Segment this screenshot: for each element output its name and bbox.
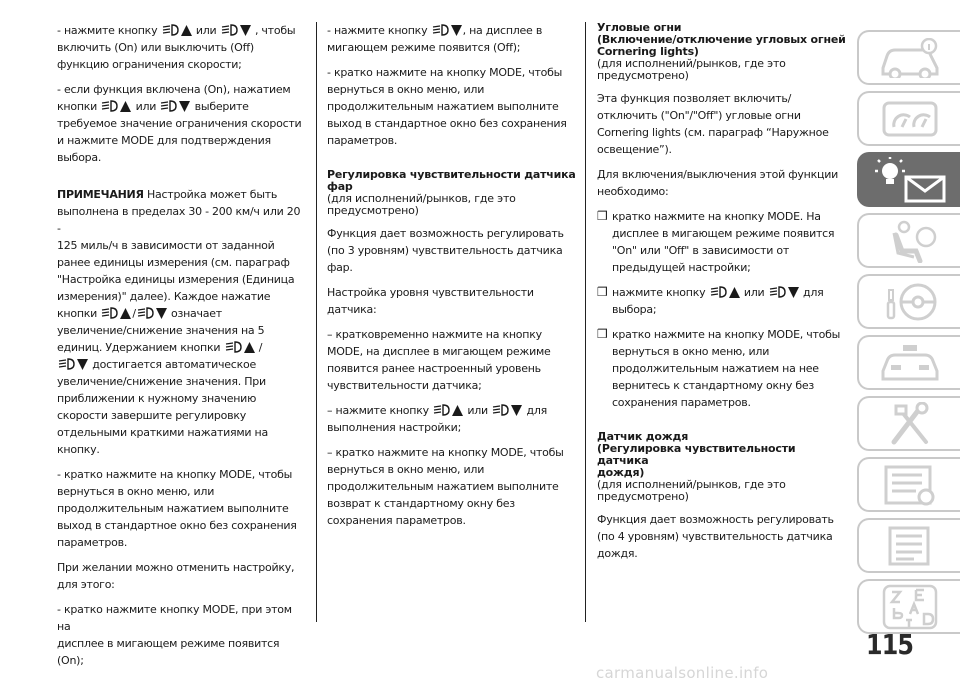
- text: , чтобы: [254, 24, 296, 37]
- text: При желании можно отменить настройку,: [57, 561, 295, 574]
- tab-dashboard[interactable]: [857, 91, 960, 146]
- text: скорости завершите регулировку: [57, 409, 247, 422]
- triangle-up-icon: [120, 308, 131, 319]
- paragraph: [327, 444, 577, 529]
- column-divider: [585, 22, 586, 622]
- paragraph: [327, 284, 577, 318]
- column-1: [57, 22, 307, 677]
- tab-index[interactable]: [857, 518, 960, 573]
- text: выход в стандартное окно без сохранения: [57, 519, 297, 532]
- text: возврат к стандартному окну без: [327, 497, 515, 510]
- bullet-item: [597, 284, 847, 318]
- text: предусмотрено): [597, 490, 689, 503]
- technical-data-icon: [880, 463, 940, 507]
- text: отключить ("On"/"Off") угловые огни: [597, 109, 801, 122]
- section-heading: [327, 169, 577, 193]
- light-button-icon: [769, 286, 786, 298]
- bullet-item: [597, 208, 847, 276]
- text: – нажмите кнопку: [327, 404, 429, 417]
- light-button-icon: [160, 100, 177, 112]
- text: (по 4 уровням) чувствительность датчика: [597, 530, 833, 543]
- text: Угловые огни: [597, 21, 682, 34]
- light-button-icon: [221, 24, 238, 36]
- text: - кратко нажмите на кнопку MODE, чтобы: [57, 468, 293, 481]
- light-button-icon: [58, 358, 75, 370]
- column-divider: [316, 22, 317, 622]
- text: выполнения настройки;: [327, 421, 462, 434]
- text: увеличение/снижение значения. При: [57, 375, 266, 388]
- text: или: [135, 100, 157, 113]
- bullet-text: [612, 284, 847, 318]
- text: для: [802, 286, 824, 299]
- light-button-icon: [137, 307, 154, 319]
- text: чувствительности датчика;: [327, 379, 482, 392]
- triangle-up-icon: [120, 101, 131, 112]
- text: Для включения/выключения этой функции: [597, 168, 839, 181]
- text: или: [467, 404, 488, 417]
- light-button-icon: [162, 24, 179, 36]
- triangle-up-icon: [181, 25, 192, 36]
- light-button-icon: [432, 24, 449, 36]
- index-icon: [880, 524, 940, 568]
- text: – кратковременно нажмите на кнопку: [327, 328, 542, 341]
- triangle-up-icon: [452, 405, 463, 416]
- text: увеличение/снижение значения на 5: [57, 324, 265, 337]
- text: (Включение/отключение угловых огней: [597, 33, 846, 46]
- text: мигающем режиме появится (Off);: [327, 41, 521, 54]
- text: /: [258, 341, 263, 354]
- light-button-icon: [101, 100, 118, 112]
- paragraph: [57, 466, 307, 551]
- paragraph: [597, 90, 847, 158]
- text: вернитесь к стандартному окну без: [612, 379, 814, 392]
- paragraph: [597, 166, 847, 200]
- text: (по 3 уровням) чувствительность датчика: [327, 244, 563, 257]
- text: , на дисплее в: [462, 24, 543, 37]
- light-button-icon: [101, 307, 118, 319]
- triangle-down-icon: [451, 25, 462, 36]
- text: "Настройка единицы измерения (Единица: [57, 273, 295, 286]
- text: дождя.: [597, 547, 638, 560]
- text: кнопки: [57, 100, 98, 113]
- bullet-text: [612, 326, 847, 411]
- text: выберите: [194, 100, 249, 113]
- text: выполнена в пределах 30 - 200 км/ч или 20 -: [57, 205, 301, 235]
- text: дисплее в мигающем режиме появится: [57, 637, 280, 650]
- text: вернуться в окно меню, или: [327, 83, 485, 96]
- text: (для исполнений/рынков, где это: [327, 192, 516, 205]
- text: - кратко нажмите на кнопку MODE, чтобы: [327, 66, 563, 79]
- text: продолжительным нажатием на нее: [612, 362, 819, 375]
- paragraph: [327, 22, 577, 56]
- text: предусмотрено): [597, 69, 689, 82]
- triangle-down-icon: [788, 287, 799, 298]
- text: сохранения параметров.: [612, 396, 751, 409]
- text: Настройка уровня чувствительности: [327, 286, 534, 299]
- text: предыдущей настройки;: [612, 261, 751, 274]
- text: Cornering lights (см. параграф “Наружное: [597, 126, 829, 139]
- triangle-down-icon: [240, 25, 251, 36]
- text: измерения)" далее). Каждое нажатие: [57, 290, 271, 303]
- triangle-down-icon: [511, 405, 522, 416]
- text: продолжительным нажатием выполните: [57, 502, 289, 515]
- section-heading: [597, 431, 847, 479]
- bullet-text: [612, 208, 847, 276]
- paragraph: [327, 225, 577, 276]
- text: дисплее в мигающем режиме появится: [612, 227, 835, 240]
- text: (Регулировка чувствительности датчика: [597, 442, 796, 467]
- paragraph: [57, 22, 307, 73]
- alphabetical-index-icon: [880, 584, 940, 630]
- triangle-down-icon: [156, 308, 167, 319]
- paragraph: [57, 559, 307, 593]
- tab-emergency[interactable]: [857, 335, 960, 390]
- paragraph: [327, 326, 577, 394]
- light-warning-icon: [870, 157, 950, 203]
- column-2: [327, 22, 577, 537]
- text: кратко нажмите на кнопку MODE. На: [612, 210, 821, 223]
- text: 125 миль/ч в зависимости от заданной: [57, 239, 275, 252]
- text: единиц. Удержанием кнопки: [57, 341, 221, 354]
- text: или: [743, 286, 765, 299]
- text: функцию ограничения скорости;: [57, 58, 242, 71]
- paragraph: [597, 511, 847, 562]
- car-info-icon: [877, 38, 943, 78]
- text: фар.: [327, 261, 353, 274]
- light-button-icon: [492, 404, 509, 416]
- text: - если функция включена (On), нажатием: [57, 83, 291, 96]
- text: - нажмите кнопку: [57, 24, 158, 37]
- text: фар: [327, 180, 353, 193]
- column-3: [597, 22, 847, 570]
- triangle-up-icon: [729, 287, 740, 298]
- text: продолжительным нажатием выполните: [327, 100, 559, 113]
- triangle-down-icon: [77, 359, 88, 370]
- triangle-up-icon: [244, 342, 255, 353]
- text: сохранения параметров.: [327, 514, 466, 527]
- text: MODE, на дисплее в мигающем режиме: [327, 345, 551, 358]
- text: Регулировка чувствительности датчика: [327, 168, 576, 181]
- text: кратко нажмите на кнопку MODE, чтобы: [612, 328, 841, 341]
- text: - нажмите кнопку: [327, 24, 428, 37]
- text: – кратко нажмите на кнопку MODE, чтобы: [327, 446, 564, 459]
- bullet-item: [597, 326, 847, 411]
- tab-driving[interactable]: [857, 274, 960, 329]
- bullet-box-icon: ❒: [597, 209, 608, 223]
- text: освещение”).: [597, 143, 672, 156]
- light-button-icon: [433, 404, 450, 416]
- text: кнопку.: [57, 443, 100, 456]
- bullet-box-icon: ❒: [597, 285, 608, 299]
- paragraph: [57, 81, 307, 166]
- text: Cornering lights): [597, 45, 699, 58]
- text: необходимо:: [597, 185, 669, 198]
- text: выход в стандартное окно без сохранения: [327, 117, 567, 130]
- text: требуемое значение ограничения скорости: [57, 117, 302, 130]
- text: означает: [171, 307, 222, 320]
- text: приближении к нужному значению: [57, 392, 257, 405]
- paragraph: [327, 64, 577, 149]
- tab-car-info[interactable]: [857, 30, 960, 85]
- car-service-icon: [877, 341, 943, 385]
- text: Функция дает возможность регулировать: [597, 513, 834, 526]
- note-paragraph: [57, 186, 307, 458]
- text: (On);: [57, 654, 84, 667]
- tab-safety[interactable]: [857, 213, 960, 268]
- steering-wheel-icon: [880, 280, 940, 324]
- triangle-down-icon: [179, 101, 190, 112]
- text: дождя): [597, 466, 645, 479]
- paragraph: [327, 402, 577, 436]
- page-number: 115: [866, 628, 914, 661]
- text: выбора;: [612, 303, 657, 316]
- text: и нажмите MODE для подтверждения: [57, 134, 271, 147]
- text: отдельными краткими нажатиями на: [57, 426, 268, 439]
- tab-alphabetical-index[interactable]: [857, 579, 960, 634]
- text: "On" или "Off" в зависимости от: [612, 244, 790, 257]
- text: для: [526, 404, 547, 417]
- text: параметров.: [327, 134, 398, 147]
- text: кнопки: [57, 307, 98, 320]
- tab-maintenance[interactable]: [857, 396, 960, 451]
- text: Функция дает возможность регулировать: [327, 227, 564, 240]
- text: /: [132, 307, 136, 320]
- text: вернуться в окно меню, или: [612, 345, 770, 358]
- note-label: ПРИМЕЧАНИЯ: [57, 188, 144, 201]
- light-button-icon: [710, 286, 727, 298]
- dashboard-gauge-icon: [880, 99, 940, 139]
- text: ранее единицы измерения (см. параграф: [57, 256, 290, 269]
- text: Настройка может быть: [146, 188, 278, 201]
- spacer: [57, 174, 307, 186]
- text: (для исполнений/рынков, где это: [597, 57, 786, 70]
- maintenance-tools-icon: [880, 402, 940, 446]
- chapter-tabs: [857, 30, 960, 640]
- text: вернуться в окно меню, или: [57, 485, 215, 498]
- light-button-icon: [225, 341, 242, 353]
- tab-lights-warnings[interactable]: [857, 152, 960, 207]
- text: продолжительным нажатием выполните: [327, 480, 559, 493]
- section-subheading: [597, 479, 847, 503]
- text: Датчик дождя: [597, 430, 689, 443]
- text: нажмите кнопку: [612, 286, 706, 299]
- section-subheading: [327, 193, 577, 217]
- watermark: carmanualsonline.info: [596, 664, 769, 682]
- paragraph: [57, 601, 307, 669]
- text: Эта функция позволяет включить/: [597, 92, 792, 105]
- text: датчика:: [327, 303, 377, 316]
- text: - кратко нажмите кнопку MODE, при этом на: [57, 603, 292, 633]
- tab-technical-data[interactable]: [857, 457, 960, 512]
- text: или: [195, 24, 217, 37]
- text: выбора.: [57, 151, 102, 164]
- text: включить (On) или выключить (Off): [57, 41, 254, 54]
- text: (для исполнений/рынков, где это: [597, 478, 786, 491]
- bullet-box-icon: ❒: [597, 327, 608, 341]
- section-heading: [597, 22, 847, 58]
- section-subheading: [597, 58, 847, 82]
- text: предусмотрено): [327, 204, 419, 217]
- text: появится ранее настроенный уровень: [327, 362, 541, 375]
- text: вернуться в окно меню, или: [327, 463, 485, 476]
- text: для этого:: [57, 578, 115, 591]
- text: достигается автоматическое: [92, 358, 256, 371]
- seat-airbag-icon: [880, 219, 940, 263]
- text: параметров.: [57, 536, 128, 549]
